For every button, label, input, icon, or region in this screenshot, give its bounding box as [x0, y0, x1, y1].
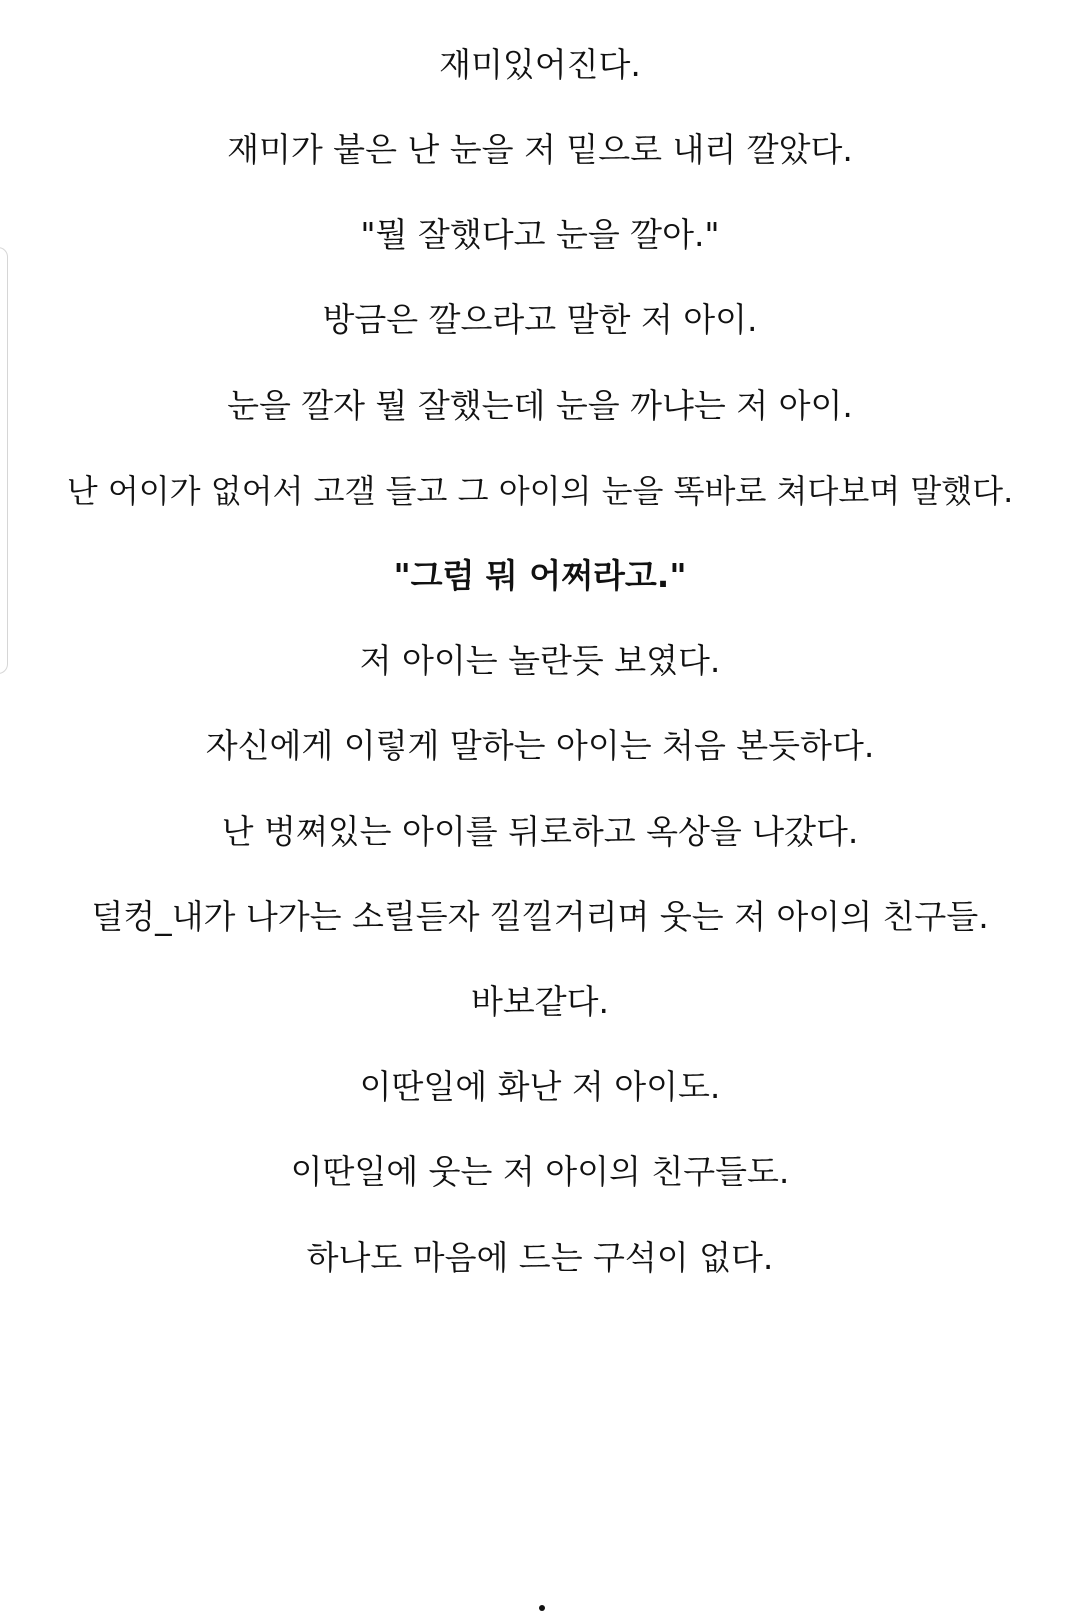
story-line-11: 덜컹_내가 나가는 소릴듣자 낄낄거리며 웃는 저 아이의 친구들. [91, 897, 989, 936]
story-line-10: 난 벙쪄있는 아이를 뒤로하고 옥상을 나갔다. [221, 812, 859, 851]
story-line-7-emphasis: "그럼 뭐 어쩌라고." [393, 556, 687, 595]
edge-panel-handle[interactable] [0, 247, 8, 674]
page-indicator-dot [539, 1605, 545, 1611]
story-line-1: 재미있어진다. [439, 45, 641, 84]
story-line-12: 바보같다. [470, 982, 609, 1021]
story-line-14: 이딴일에 웃는 저 아이의 친구들도. [290, 1152, 790, 1191]
story-line-15: 하나도 마음에 드는 구석이 없다. [306, 1238, 774, 1277]
story-line-5: 눈을 깔자 뭘 잘했는데 눈을 까냐는 저 아이. [227, 386, 853, 425]
story-line-2: 재미가 붙은 난 눈을 저 밑으로 내리 깔았다. [227, 130, 853, 169]
story-line-9: 자신에게 이렇게 말하는 아이는 처음 본듯하다. [205, 726, 875, 765]
story-line-4: 방금은 깔으라고 말한 저 아이. [322, 300, 758, 339]
story-line-3: "뭘 잘했다고 눈을 깔아." [360, 215, 720, 254]
story-line-8: 저 아이는 놀란듯 보였다. [359, 641, 721, 680]
story-line-13: 이딴일에 화난 저 아이도. [359, 1067, 721, 1106]
story-line-6: 난 어이가 없어서 고갤 들고 그 아이의 눈을 똑바로 쳐다보며 말했다. [66, 472, 1014, 510]
